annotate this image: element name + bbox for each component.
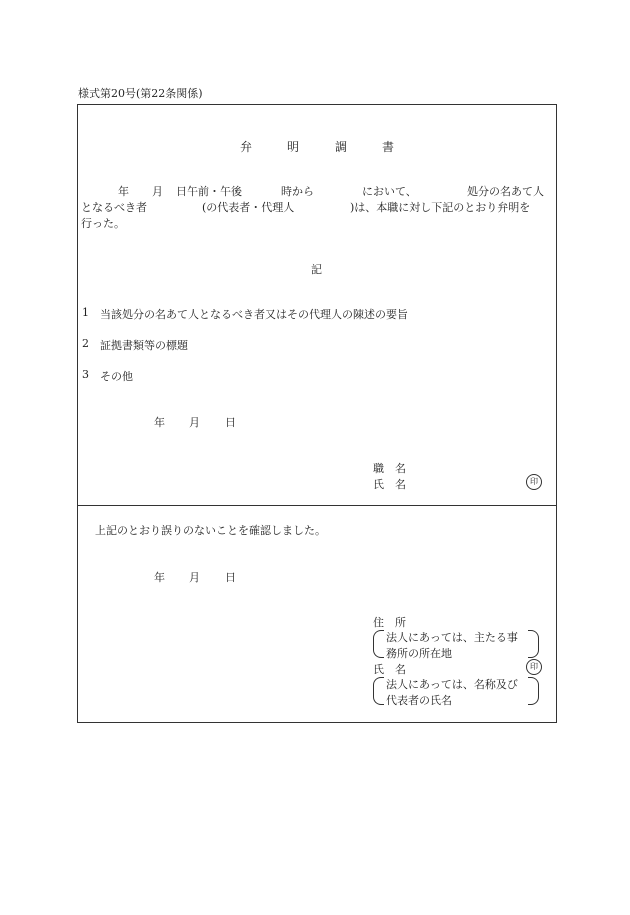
seal-icon: 印 xyxy=(526,659,542,675)
item-number: 2 xyxy=(82,337,89,350)
right-bracket xyxy=(528,630,539,658)
item-text: その他 xyxy=(100,370,133,383)
title-char: 明 xyxy=(287,140,300,154)
name-note-line2: 代表者の氏名 xyxy=(386,694,452,707)
body-at-place: において、 xyxy=(362,185,417,198)
item-text: 証拠書類等の標題 xyxy=(100,339,188,352)
ki-heading: 記 xyxy=(311,263,322,276)
date1-month: 月 xyxy=(189,416,200,429)
official-title-label: 職 名 xyxy=(373,462,406,475)
item-number: 3 xyxy=(82,368,89,381)
body-month: 月 xyxy=(152,185,163,198)
seal-icon: 印 xyxy=(526,474,542,490)
title-char: 書 xyxy=(382,140,395,154)
date1-day: 日 xyxy=(225,416,236,429)
title-char: 弁 xyxy=(240,140,253,154)
date2-day: 日 xyxy=(225,571,236,584)
address-note-line1: 法人にあっては、主たる事 xyxy=(386,631,518,644)
left-bracket xyxy=(373,630,384,658)
item-text: 当該処分の名あて人となるべき者又はその代理人の陳述の要旨 xyxy=(100,308,408,321)
date2-year: 年 xyxy=(154,571,165,584)
section-divider xyxy=(77,505,557,506)
body-disposition: 処分の名あて人 xyxy=(467,185,544,198)
body-rep: (の代表者・代理人 xyxy=(202,201,295,214)
right-bracket xyxy=(528,677,539,705)
address-label: 住 所 xyxy=(373,616,406,629)
form-number: 様式第20号(第22条関係) xyxy=(78,87,203,100)
date1-year: 年 xyxy=(154,416,165,429)
name-note-line1: 法人にあっては、名称及び xyxy=(386,678,518,691)
respondent-name-label: 氏 名 xyxy=(373,663,406,676)
confirm-text: 上記のとおり誤りのないことを確認しました。 xyxy=(95,524,326,537)
date2-month: 月 xyxy=(189,571,200,584)
body-line3: 行った。 xyxy=(81,217,125,230)
left-bracket xyxy=(373,677,384,705)
title-char: 調 xyxy=(335,140,348,154)
body-from-time: 時から xyxy=(281,185,314,198)
body-end: )は、本職に対し下記のとおり弁明を xyxy=(350,201,531,214)
item-number: 1 xyxy=(82,306,89,319)
official-name-label: 氏 名 xyxy=(373,478,406,491)
address-note-line2: 務所の所在地 xyxy=(386,647,452,660)
body-day-ampm: 日午前・午後 xyxy=(176,185,242,198)
body-year: 年 xyxy=(118,185,129,198)
body-should-be: となるべき者 xyxy=(81,201,147,214)
